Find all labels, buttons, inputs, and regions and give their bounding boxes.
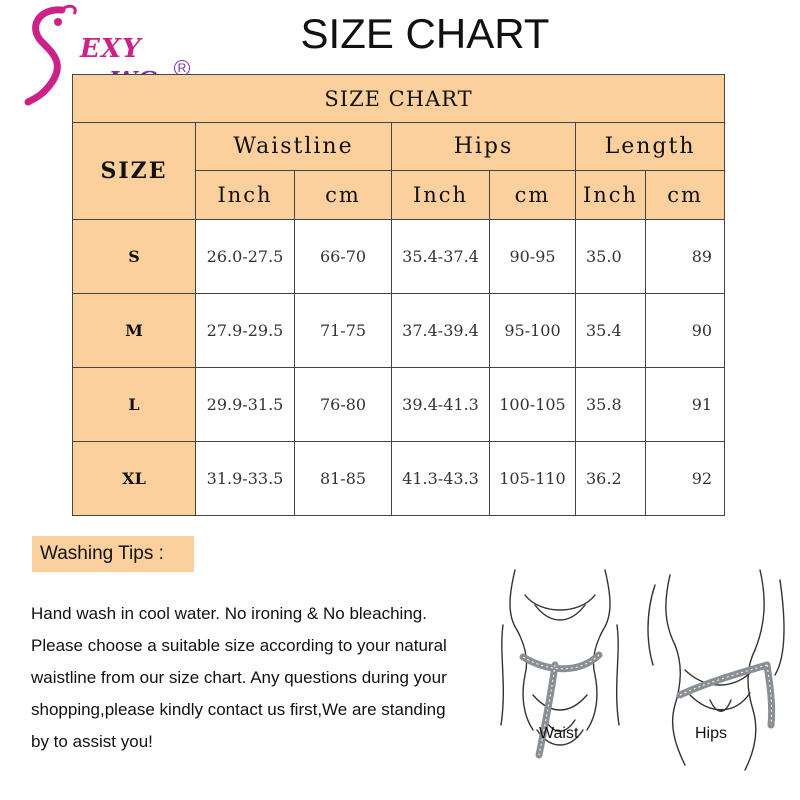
- unit-header: Inch: [392, 171, 490, 220]
- size-label: S: [73, 220, 196, 294]
- body-sketch-icon: [495, 565, 795, 790]
- unit-header: Inch: [576, 171, 646, 220]
- table-cell: 35.8: [576, 368, 646, 442]
- table-cell: 95-100: [490, 294, 576, 368]
- brand-logo-text: EXY: [80, 34, 142, 64]
- table-row: [73, 220, 725, 294]
- table-cell: 91: [646, 368, 725, 442]
- table-cell: 35.4-37.4: [392, 220, 490, 294]
- table-cell: 31.9-33.5: [196, 442, 295, 516]
- size-label: M: [73, 294, 196, 368]
- table-cell: 105-110: [490, 442, 576, 516]
- measurement-illustration: [495, 565, 795, 790]
- tips-line: by to assist you!: [31, 732, 153, 751]
- table-cell: 35.4: [576, 294, 646, 368]
- table-title: SIZE CHART: [73, 75, 725, 123]
- table-cell: 37.4-39.4: [392, 294, 490, 368]
- size-column-header: SIZE: [73, 123, 196, 220]
- waist-label: Waist: [539, 725, 579, 742]
- size-label: L: [73, 368, 196, 442]
- page-title: SIZE CHART: [300, 10, 550, 57]
- table-row: [73, 442, 725, 516]
- table-cell: 29.9-31.5: [196, 368, 295, 442]
- unit-header: cm: [490, 171, 576, 220]
- registered-mark: R: [174, 60, 190, 76]
- unit-header: Inch: [196, 171, 295, 220]
- hips-header: Hips: [392, 123, 576, 171]
- size-label: XL: [73, 442, 196, 516]
- unit-header: cm: [646, 171, 725, 220]
- tips-line: Please choose a suitable size according to your natural: [31, 636, 447, 655]
- tips-line: Hand wash in cool water. No ironing & No bleaching.: [31, 604, 427, 623]
- size-chart-table: [72, 74, 725, 516]
- length-header: Length: [576, 123, 725, 171]
- tips-line: waistline from our size chart. Any questions during your: [31, 668, 447, 687]
- table-cell: 92: [646, 442, 725, 516]
- tips-line: shopping,please kindly contact us first,We are standing: [31, 700, 446, 719]
- table-row: [73, 294, 725, 368]
- table-cell: 100-105: [490, 368, 576, 442]
- table-cell: 39.4-41.3: [392, 368, 490, 442]
- table-cell: 27.9-29.5: [196, 294, 295, 368]
- table-cell: 36.2: [576, 442, 646, 516]
- washing-tips-text: [31, 598, 501, 758]
- table-cell: 66-70: [295, 220, 392, 294]
- table-cell: 90-95: [490, 220, 576, 294]
- table-cell: 41.3-43.3: [392, 442, 490, 516]
- table-cell: 81-85: [295, 442, 392, 516]
- washing-tips-heading: Washing Tips :: [32, 536, 194, 572]
- table-cell: 76-80: [295, 368, 392, 442]
- unit-header: cm: [295, 171, 392, 220]
- waistline-header: Waistline: [196, 123, 392, 171]
- table-cell: 71-75: [295, 294, 392, 368]
- table-cell: 26.0-27.5: [196, 220, 295, 294]
- table-cell: 90: [646, 294, 725, 368]
- table-cell: 35.0: [576, 220, 646, 294]
- table-cell: 89: [646, 220, 725, 294]
- table-row: [73, 368, 725, 442]
- hips-label: Hips: [695, 725, 728, 742]
